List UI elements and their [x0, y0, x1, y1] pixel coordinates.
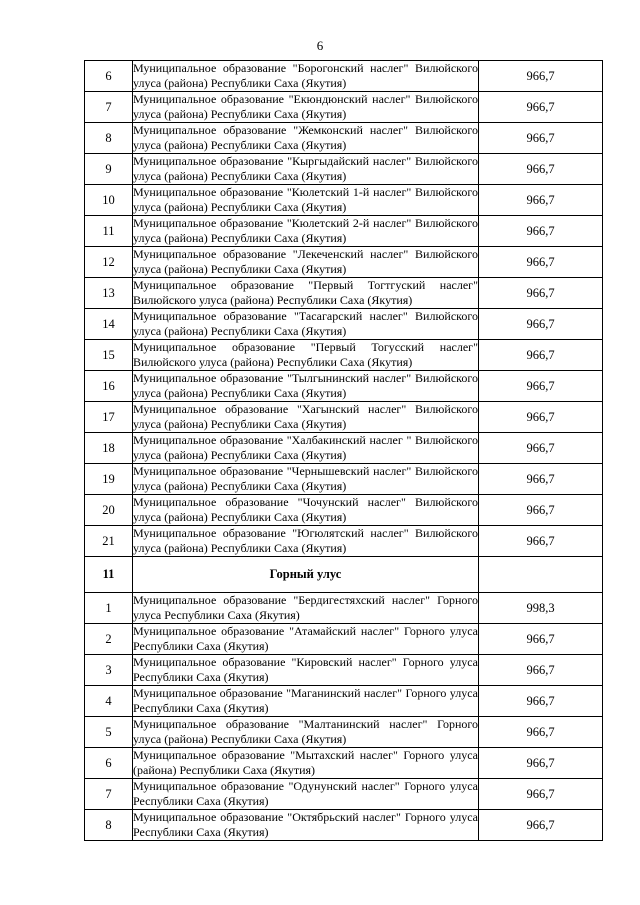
row-number: 3 — [85, 655, 133, 686]
row-name: Муниципальное образование "Кыргыдайский наслег" Вилюйского улуса (района) Республики Саха (Якутия) — [133, 154, 478, 183]
row-number: 17 — [85, 402, 133, 433]
row-name: Муниципальное образование "Бердигестяхский наслег" Горного улуса Республики Саха (Якутия) — [133, 593, 478, 622]
table-row — [85, 717, 603, 748]
table-row — [85, 433, 603, 464]
row-value: 966,7 — [479, 247, 603, 278]
row-value: 966,7 — [479, 123, 603, 154]
row-number: 1 — [85, 593, 133, 624]
row-number: 19 — [85, 464, 133, 495]
row-number: 13 — [85, 278, 133, 309]
row-value: 966,7 — [479, 624, 603, 655]
row-name: Муниципальное образование "Хагынский наслег" Вилюйского улуса (района) Республики Саха (Якутия) — [133, 402, 478, 431]
row-value: 966,7 — [479, 216, 603, 247]
row-name: Муниципальное образование "Кюлетский 2-й наслег" Вилюйского улуса (района) Республики Саха (Якутия) — [133, 216, 478, 245]
section-title: Горный улус — [133, 557, 479, 593]
table-row — [85, 247, 603, 278]
row-value: 966,7 — [479, 340, 603, 371]
row-value: 966,7 — [479, 154, 603, 185]
row-number: 16 — [85, 371, 133, 402]
table-row — [85, 779, 603, 810]
row-value: 966,7 — [479, 185, 603, 216]
row-number: 6 — [85, 748, 133, 779]
table-row — [85, 185, 603, 216]
table-row — [85, 495, 603, 526]
table-row — [85, 748, 603, 779]
row-name: Муниципальное образование "Октябрьский наслег" Горного улуса Республики Саха (Якутия) — [133, 810, 478, 839]
row-value: 966,7 — [479, 309, 603, 340]
row-number: 7 — [85, 92, 133, 123]
row-name: Муниципальное образование "Атамайский наслег" Горного улуса Республики Саха (Якутия) — [133, 624, 478, 653]
row-value: 966,7 — [479, 495, 603, 526]
table-row — [85, 309, 603, 340]
row-name: Муниципальное образование "Тасагарский наслег" Вилюйского улуса (района) Республики Саха (Якутия) — [133, 309, 478, 338]
row-value: 966,7 — [479, 278, 603, 309]
row-number: 18 — [85, 433, 133, 464]
row-value: 966,7 — [479, 402, 603, 433]
table-row — [85, 92, 603, 123]
table-row — [85, 593, 603, 624]
row-number: 8 — [85, 123, 133, 154]
row-name: Муниципальное образование "Лекеченский наслег" Вилюйского улуса (района) Республики Саха (Якутия) — [133, 247, 478, 276]
row-number: 11 — [85, 216, 133, 247]
table-row — [85, 340, 603, 371]
row-number: 5 — [85, 717, 133, 748]
section-row-gorny — [85, 557, 603, 593]
row-value: 966,7 — [479, 810, 603, 841]
row-name: Муниципальное образование "Первый Тогтгуский наслег" Вилюйского улуса (района) Республики Саха (Якутия) — [133, 278, 478, 307]
row-number: 20 — [85, 495, 133, 526]
row-name: Муниципальное образование "Первый Тогусский наслег" Вилюйского улуса (района) Республики Саха (Якутия) — [133, 340, 478, 369]
row-value: 966,7 — [479, 92, 603, 123]
row-value: 966,7 — [479, 371, 603, 402]
table-row — [85, 526, 603, 557]
row-number: 2 — [85, 624, 133, 655]
table-row — [85, 686, 603, 717]
row-value: 966,7 — [479, 433, 603, 464]
row-number: 9 — [85, 154, 133, 185]
row-name: Муниципальное образование "Кюлетский 1-й наслег" Вилюйского улуса (района) Республики Саха (Якутия) — [133, 185, 478, 214]
table-row — [85, 464, 603, 495]
row-number: 12 — [85, 247, 133, 278]
row-name: Муниципальное образование "Тылгынинский наслег" Вилюйского улуса (района) Республики Саха (Якутия) — [133, 371, 478, 400]
row-value: 966,7 — [479, 526, 603, 557]
row-number: 8 — [85, 810, 133, 841]
row-name: Муниципальное образование "Югюлятский наслег" Вилюйского улуса (района) Республики Саха (Якутия) — [133, 526, 478, 555]
table-row — [85, 402, 603, 433]
row-value: 966,7 — [479, 686, 603, 717]
row-value: 966,7 — [479, 717, 603, 748]
row-value: 966,7 — [479, 748, 603, 779]
row-number: 7 — [85, 779, 133, 810]
section-number: 11 — [85, 557, 133, 593]
row-value: 966,7 — [479, 779, 603, 810]
row-number: 6 — [85, 61, 133, 92]
row-number: 15 — [85, 340, 133, 371]
table-row — [85, 216, 603, 247]
table-row — [85, 123, 603, 154]
table-row — [85, 624, 603, 655]
allocation-table — [84, 60, 603, 841]
row-number: 14 — [85, 309, 133, 340]
table-row — [85, 154, 603, 185]
table-row — [85, 371, 603, 402]
row-name: Муниципальное образование "Екюндюнский наслег" Вилюйского улуса (района) Республики Саха (Якутия) — [133, 92, 478, 121]
row-name: Муниципальное образование "Одунунский наслег" Горного улуса Республики Саха (Якутия) — [133, 779, 478, 808]
row-number: 21 — [85, 526, 133, 557]
row-name: Муниципальное образование "Мытахский наслег" Горного улуса (района) Республики Саха (Якутия) — [133, 748, 478, 777]
table-row — [85, 278, 603, 309]
section-empty-cell — [479, 557, 603, 593]
table-group-gorny — [85, 593, 603, 841]
row-value: 966,7 — [479, 655, 603, 686]
row-name: Муниципальное образование "Чернышевский наслег" Вилюйского улуса (района) Республики Саха (Якутия) — [133, 464, 478, 493]
table-section — [85, 557, 603, 593]
table-row — [85, 61, 603, 92]
row-value: 998,3 — [479, 593, 603, 624]
row-name: Муниципальное образование "Маганинский наслег" Горного улуса Республики Саха (Якутия) — [133, 686, 478, 715]
row-number: 10 — [85, 185, 133, 216]
row-name: Муниципальное образование "Борогонский наслег" Вилюйского улуса (района) Республики Саха (Якутия) — [133, 61, 478, 90]
row-number: 4 — [85, 686, 133, 717]
row-value: 966,7 — [479, 61, 603, 92]
table-row — [85, 655, 603, 686]
row-name: Муниципальное образование "Малтанинский наслег" Горного улуса (района) Республики Саха (Якутия) — [133, 717, 478, 746]
row-name: Муниципальное образование "Халбакинский наслег " Вилюйского улуса (района) Республики Саха (Якутия) — [133, 433, 478, 462]
row-value: 966,7 — [479, 464, 603, 495]
page-number: 6 — [316, 38, 324, 53]
row-name: Муниципальное образование "Чочунский наслег" Вилюйского улуса (района) Республики Саха (Якутия) — [133, 495, 478, 524]
table-group-vilyuy — [85, 61, 603, 557]
table-row — [85, 810, 603, 841]
row-name: Муниципальное образование "Кировский наслег" Горного улуса Республики Саха (Якутия) — [133, 655, 478, 684]
row-name: Муниципальное образование "Жемконский наслег" Вилюйского улуса (района) Республики Саха (Якутия) — [133, 123, 478, 152]
